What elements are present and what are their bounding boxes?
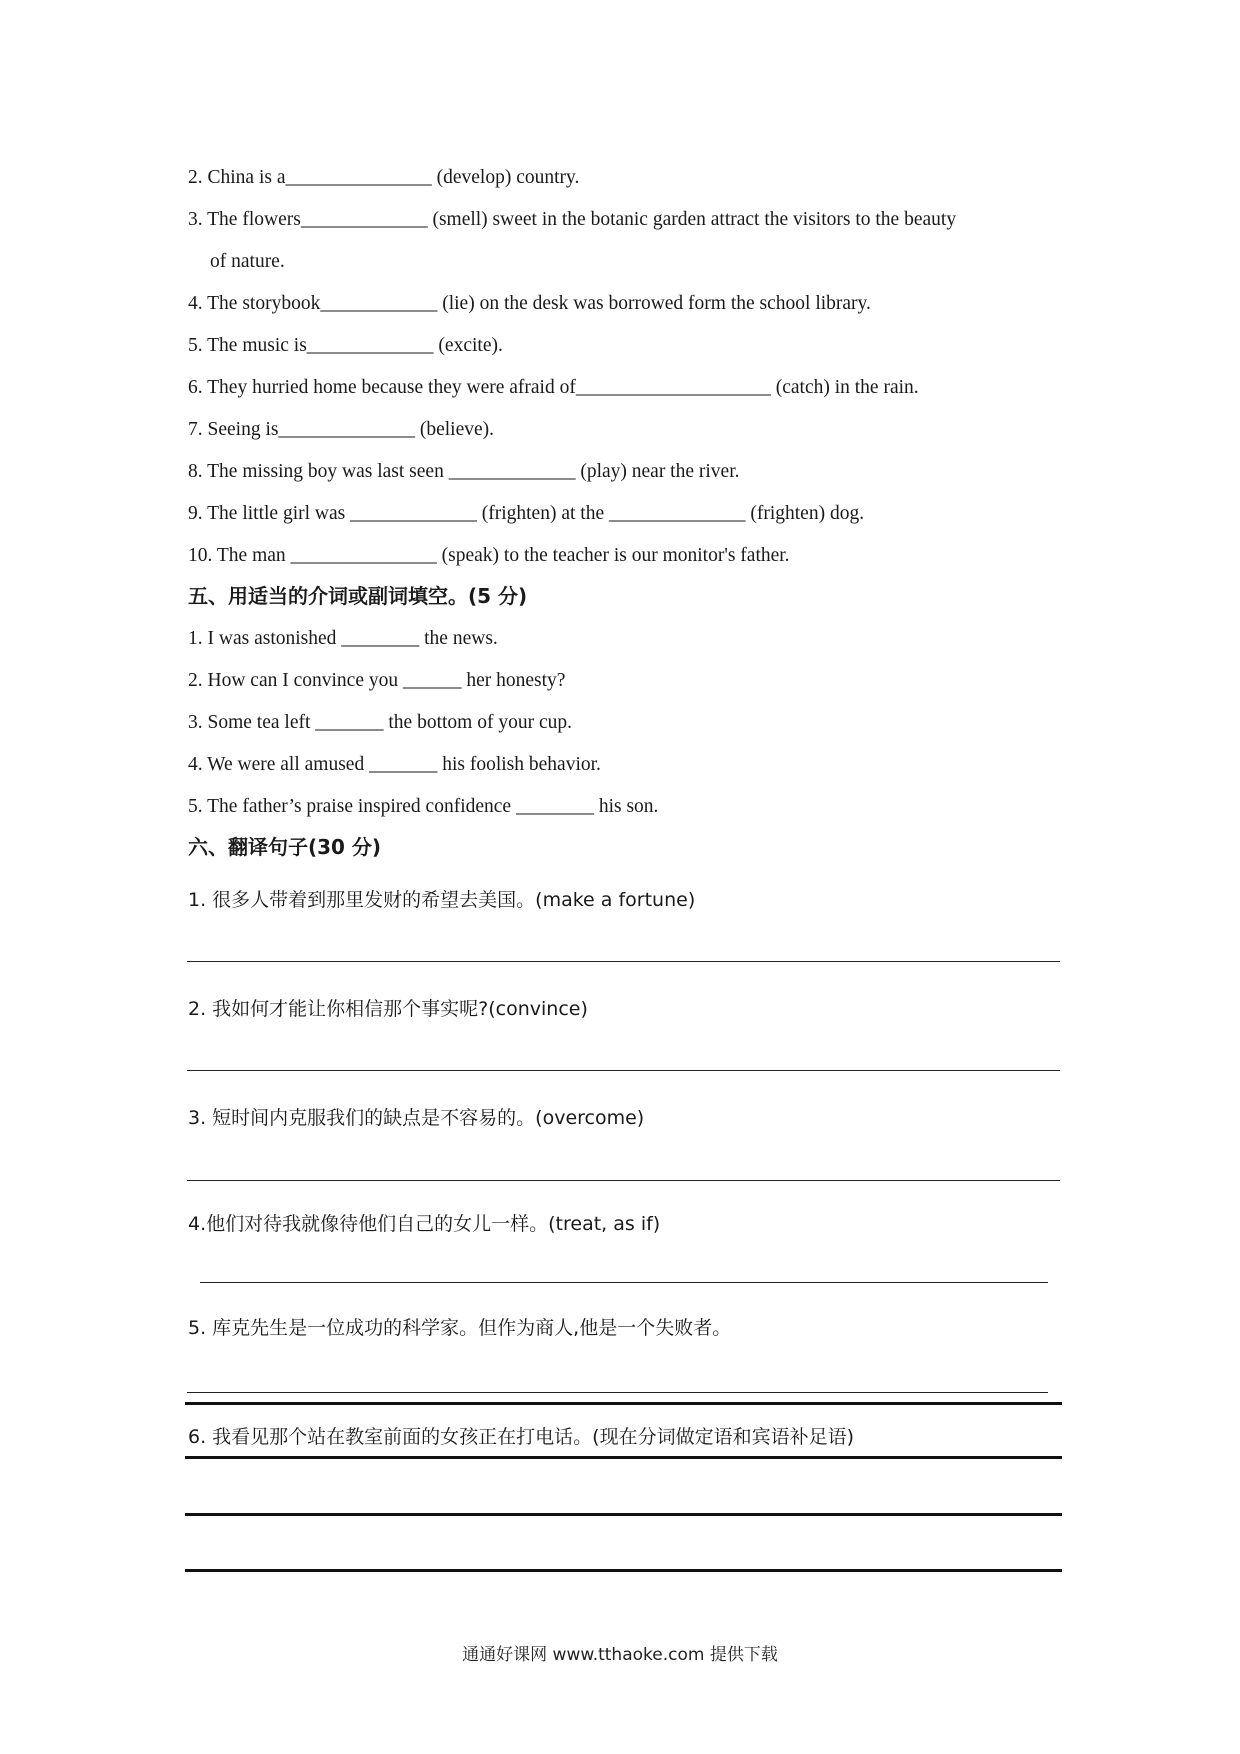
exercise-item-3: 3. The flowers_____________ (smell) sweet in the botanic garden attract the visitors to the beauty	[188, 209, 957, 230]
answer-line-1	[187, 961, 1060, 962]
preposition-item-2: 2. How can I convince you ______ her honesty?	[188, 670, 566, 691]
section-5-heading: 五、用适当的介词或副词填空。(5 分)	[188, 584, 528, 608]
answer-line-3	[187, 1180, 1060, 1181]
preposition-item-4: 4. We were all amused _______ his foolish behavior.	[188, 754, 601, 775]
answer-line-2	[187, 1070, 1060, 1071]
preposition-item-3: 3. Some tea left _______ the bottom of your cup.	[188, 712, 572, 733]
preposition-item-5: 5. The father’s praise inspired confidence ________ his son.	[188, 796, 659, 817]
translation-item-3: 3. 短时间内克服我们的缺点是不容易的。(overcome)	[188, 1107, 645, 1129]
translation-item-2: 2. 我如何才能让你相信那个事实呢?(convince)	[188, 998, 588, 1020]
translation-item-6: 6. 我看见那个站在教室前面的女孩正在打电话。(现在分词做定语和宾语补足语)	[188, 1426, 854, 1448]
divider-thick-1	[185, 1402, 1062, 1405]
section-6-heading: 六、翻译句子(30 分)	[188, 835, 382, 859]
exercise-item-7: 7. Seeing is______________ (believe).	[188, 419, 494, 440]
exercise-item-5: 5. The music is_____________ (excite).	[188, 335, 503, 356]
translation-item-4: 4.他们对待我就像待他们自己的女儿一样。(treat, as if)	[188, 1213, 661, 1235]
page-footer: 通通好课网 www.tthaoke.com 提供下载	[462, 1645, 778, 1665]
exercise-item-2: 2. China is a_______________ (develop) country.	[188, 167, 580, 188]
exercise-item-6: 6. They hurried home because they were afraid of____________________ (catch) in the rain.	[188, 377, 919, 398]
answer-line-8	[185, 1569, 1062, 1572]
answer-line-5	[187, 1392, 1048, 1393]
exercise-item-3-continued: of nature.	[210, 251, 285, 272]
exercise-item-9: 9. The little girl was _____________ (frighten) at the ______________ (frighten) dog.	[188, 503, 865, 524]
exercise-item-8: 8. The missing boy was last seen _____________ (play) near the river.	[188, 461, 740, 482]
answer-line-7	[185, 1513, 1062, 1516]
answer-line-6	[185, 1456, 1062, 1459]
translation-item-1: 1. 很多人带着到那里发财的希望去美国。(make a fortune)	[188, 889, 696, 911]
exercise-item-10: 10. The man _______________ (speak) to the teacher is our monitor's father.	[188, 545, 790, 566]
answer-line-4	[200, 1282, 1048, 1283]
translation-item-5: 5. 库克先生是一位成功的科学家。但作为商人,他是一个失败者。	[188, 1317, 732, 1339]
preposition-item-1: 1. I was astonished ________ the news.	[188, 628, 498, 649]
exercise-item-4: 4. The storybook____________ (lie) on the desk was borrowed form the school library.	[188, 293, 871, 314]
